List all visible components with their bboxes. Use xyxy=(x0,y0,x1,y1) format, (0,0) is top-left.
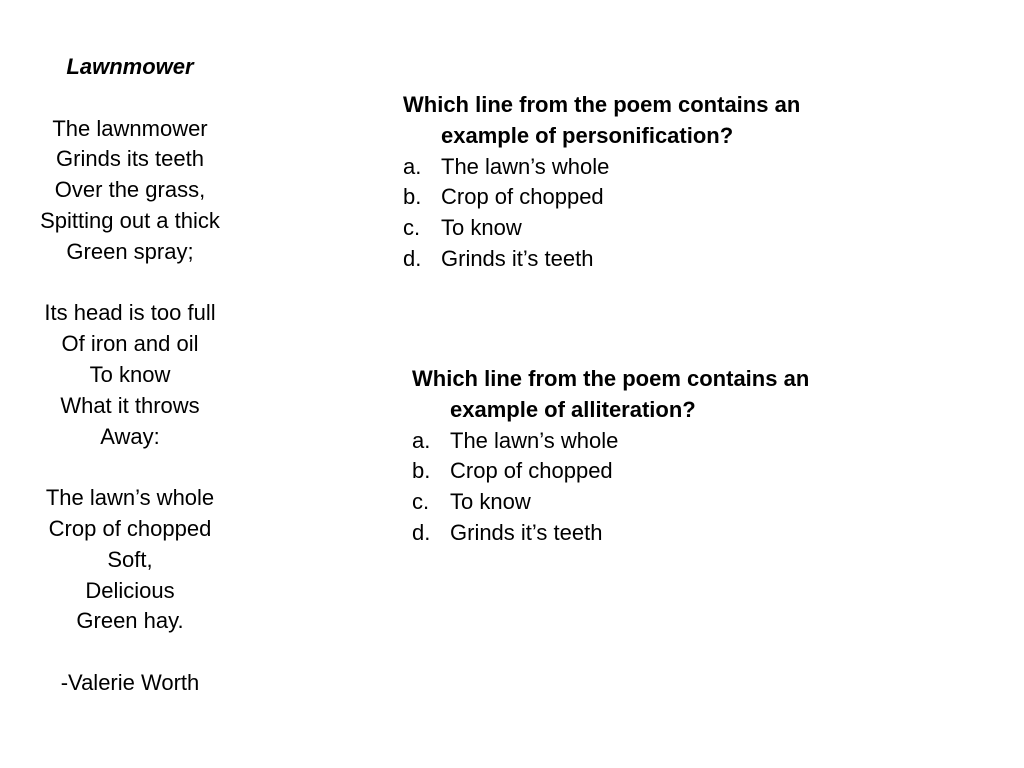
poem-line: Spitting out a thick xyxy=(40,207,220,233)
answer-option-c xyxy=(403,213,871,244)
stanza-break xyxy=(0,83,260,114)
option-letter: c. xyxy=(403,215,421,241)
poem-line: The lawn’s whole xyxy=(45,485,215,511)
question-alliteration xyxy=(412,364,880,549)
option-text: To know xyxy=(450,489,531,515)
answer-option-a xyxy=(412,426,880,457)
option-letter: a. xyxy=(403,153,422,179)
answer-option-b xyxy=(403,182,871,213)
option-text: The lawn’s whole xyxy=(450,427,619,453)
option-letter: d. xyxy=(403,245,422,271)
stanza-break xyxy=(0,637,260,668)
option-text: Grinds it’s teeth xyxy=(441,245,594,271)
poem-line: The lawnmower xyxy=(52,115,208,141)
option-letter: b. xyxy=(412,458,431,484)
option-text: Crop of chopped xyxy=(441,184,604,210)
option-letter: d. xyxy=(412,519,431,545)
option-letter: c. xyxy=(412,489,430,515)
answer-option-b xyxy=(412,456,880,487)
question-stem: Which line from the poem contains an example of personification? xyxy=(403,92,801,148)
poem-column xyxy=(0,52,260,699)
option-text: Grinds it’s teeth xyxy=(450,519,603,545)
option-letter: b. xyxy=(403,184,422,210)
poem-line: Soft, xyxy=(107,546,153,572)
poem-line: Over the grass, xyxy=(54,177,206,203)
poem-line: Of iron and oil xyxy=(61,331,199,357)
poem-line: Green hay. xyxy=(76,608,184,634)
poem-line: Delicious xyxy=(85,577,175,603)
poem-line: Its head is too full xyxy=(44,300,216,326)
stanza-break xyxy=(0,268,260,299)
poem-line: Away: xyxy=(100,423,160,449)
stanza-break xyxy=(0,452,260,483)
answer-option-d xyxy=(412,518,880,549)
option-letter: a. xyxy=(412,427,431,453)
poem-line: Crop of chopped xyxy=(48,515,212,541)
poem-line: What it throws xyxy=(60,392,200,418)
poem-line: To know xyxy=(89,361,171,387)
answer-option-d xyxy=(403,244,871,275)
poem-line: Grinds its teeth xyxy=(56,146,204,172)
answer-option-a xyxy=(403,152,871,183)
question-personification xyxy=(403,90,871,275)
answer-option-c xyxy=(412,487,880,518)
question-stem: Which line from the poem contains an example of alliteration? xyxy=(412,366,810,422)
poem-title: Lawnmower xyxy=(66,54,194,79)
poem-line: Green spray; xyxy=(66,238,194,264)
poem-author: -Valerie Worth xyxy=(60,669,200,695)
option-text: Crop of chopped xyxy=(450,458,613,484)
option-text: To know xyxy=(441,215,522,241)
option-text: The lawn’s whole xyxy=(441,153,610,179)
